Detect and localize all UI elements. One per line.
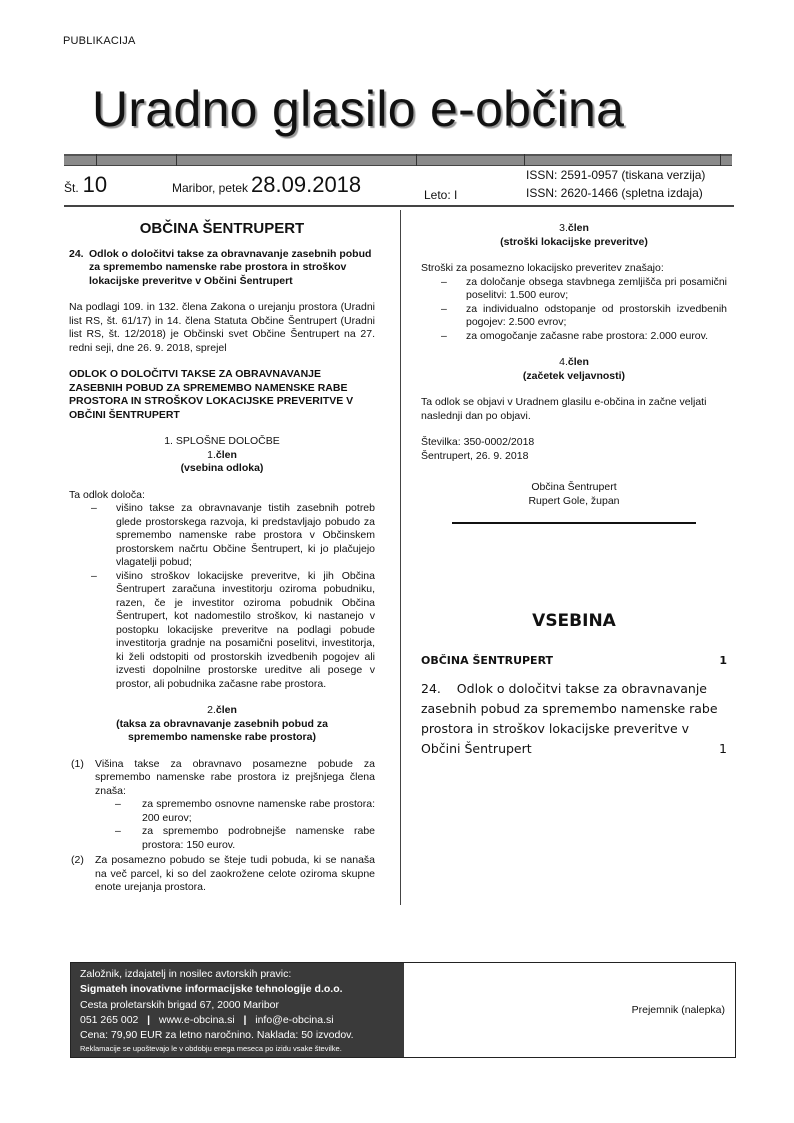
- rule-tick: [416, 154, 417, 166]
- article-word: člen: [215, 448, 237, 461]
- separator: |: [243, 1013, 247, 1026]
- issue-prefix: Št.: [64, 181, 79, 195]
- list-item: – za omogočanje začasne rabe prostora: 2.000 eurov.: [441, 329, 709, 342]
- date-value: 28.09.2018: [251, 172, 362, 197]
- article-3-intro: Stroški za posamezno lokacijsko preveritev znašajo:: [421, 262, 664, 274]
- right-column: [421, 222, 727, 524]
- list-item: – za spremembo osnovne namenske rabe prostora: 200 eurov;: [115, 798, 375, 824]
- municipality-heading: OBČINA ŠENTRUPERT: [139, 220, 305, 237]
- rule-tick: [720, 154, 721, 166]
- paragraph-text: Za posamezno pobudo se šteje tudi pobuda, ki se nanaša na več parcel, ki so del zaokrožene celote oziroma skupne enote urejanja prostora.: [95, 854, 375, 893]
- table-of-contents: [421, 654, 727, 759]
- article-3-list: [441, 276, 727, 344]
- list-item-text: za omogočanje začasne rabe prostora: 2.000 eurov.: [466, 329, 709, 342]
- article-word: člen: [215, 704, 237, 716]
- footer-box: [70, 962, 736, 1058]
- toc-item-title: Odlok o določitvi takse za obravnavanje zasebnih pobud za spremembo namenske rabe prostora in stroškov lokacijske preveritve v Občini Šentrupert: [421, 681, 718, 756]
- publisher-name: Sigmateh inovativne informacijske tehnologije d.o.o.: [80, 983, 343, 996]
- price-info: Cena: 79,90 EUR za letno naročnino. Naklada: 50 izvodov.: [80, 1029, 354, 1042]
- article-number: 3.: [559, 222, 568, 234]
- item-title: Odlok o določitvi takse za obravnavanje zasebnih pobud za spremembo namenske rabe prostora in stroškov lokacijske preveritve v Občini Šentrupert: [89, 247, 372, 287]
- article-word: člen: [567, 356, 589, 368]
- rule-tick: [96, 154, 97, 166]
- item-number: 24.: [69, 247, 84, 260]
- publisher-website-link[interactable]: www.e-obcina.si: [158, 1013, 235, 1026]
- issue-info-row: [64, 168, 734, 204]
- list-item-text: za individualno odstopanje od prostorskih izvedbenih pogojev: 2.500 evrov;: [466, 302, 727, 328]
- list-item: – višino stroškov lokacijske preveritve, ki jih Občina Šentrupert zaračuna investitorju oziroma pobudniku, razen, če je investitor oziroma pobudnik Občina Šentrupert, kot nadomestilo stroškov, ki nastanejo v postopku lokacijske preveritve na podlagi pobude investitorja gradnje na posamični poselitvi, investitorja, ki želi odstopiti od prostorskih izvedbenih pogojev ali izvesti dopolnilne prostorske ureditve ali posege v prostor, ali pobudnika začasne rabe prostora.: [91, 569, 375, 690]
- article-number: 4.: [559, 356, 568, 368]
- header-bottom-rule: [64, 205, 734, 207]
- masthead-rule: [64, 154, 732, 166]
- recipient-label: Prejemnik (nalepka): [631, 1004, 725, 1016]
- signature-rule: [452, 522, 696, 524]
- masthead-title: Uradno glasilo e-občina: [92, 81, 625, 137]
- publisher-label: Založnik, izdajatelj in nosilec avtorskih pravic:: [80, 968, 292, 980]
- publisher-contacts: [80, 1013, 404, 1028]
- list-item: – za določanje obsega stavbnega zemljišča pri posamični poselitvi: 1.500 eurov;: [441, 275, 727, 301]
- article-4-text: Ta odlok se objavi v Uradnem glasilu e-občina in začne veljati naslednji dan po objavi.: [421, 396, 707, 422]
- list-item-text: višino stroškov lokacijske preveritve, ki jih Občina Šentrupert zaračuna investitorju oziroma pobudniku, razen, če je investitor oziroma pobudnik Občina Šentrupert, kot nadomestilo stroškov, ki nastanejo v postopku lokacijske preveritve na podlagi pobude investitorja gradnje na posamični poselitvi, investitorja, ki želi odstopiti od prostorskih izvedbenih pogojev ali izvesti dopolnilne prostorske ureditve ali posege v prostor, ali pobudnika začasne rabe prostora.: [116, 569, 375, 690]
- publisher-email-link[interactable]: info@e-obcina.si: [255, 1013, 334, 1026]
- article-2-heading: [69, 704, 375, 718]
- list-item-text: za spremembo podrobnejše namenske rabe prostora: 150 eurov.: [142, 825, 375, 851]
- date-prefix: Maribor, petek: [172, 181, 249, 195]
- list-item-text: za spremembo osnovne namenske rabe prostora: 200 eurov;: [142, 798, 375, 824]
- recipient-box: [404, 963, 735, 1057]
- signature-name: Rupert Gole, župan: [528, 494, 620, 507]
- issn-print: ISSN: 2591-0957 (tiskana verzija): [526, 168, 706, 182]
- publisher-phone: 051 265 002: [80, 1013, 139, 1026]
- article-number: 2.: [207, 704, 216, 716]
- issue-year: Leto: I: [424, 188, 458, 202]
- paragraph-item: [69, 854, 375, 895]
- toc-page-number: 1: [719, 654, 727, 667]
- left-column: [69, 222, 375, 899]
- publication-label: PUBLIKACIJA: [63, 35, 136, 47]
- article-word: člen: [567, 222, 589, 234]
- article-3-title: (stroški lokacijske preveritve): [500, 235, 648, 248]
- paragraph-item: [69, 758, 375, 853]
- toc-page-number: 1: [719, 741, 727, 756]
- rule-tick: [176, 154, 177, 166]
- preamble: Na podlagi 109. in 132. člena Zakona o urejanju prostora (Uradni list RS, št. 61/17) in 14. člena Statuta Občine Šentrupert (Uradni list RS, št. 12/2018) je Občinski svet Občine Šentrupert na 27. redni seji, dne 26. 9. 2018, sprejel: [69, 301, 375, 354]
- article-1-heading: [69, 449, 375, 463]
- odlok-title: ODLOK O DOLOČITVI TAKSE ZA OBRAVNAVANJE ZASEBNIH POBUD ZA SPREMEMBO NAMENSKE RABE PROSTORA IN STROŠKOV LOKACIJSKE PREVERITVE V OBČINI ŠENTRUPERT: [69, 368, 354, 421]
- toc-title: VSEBINA: [532, 611, 616, 631]
- rule-tick: [524, 154, 525, 166]
- toc-municipality-row[interactable]: [421, 654, 727, 667]
- place-date: Šentrupert, 26. 9. 2018: [421, 449, 529, 462]
- article-4-title: (začetek veljavnosti): [522, 369, 626, 382]
- article-2-title: (taksa za obravnavanje zasebnih pobud za spremembo namenske rabe prostora): [116, 717, 328, 743]
- column-divider: [400, 210, 401, 905]
- list-item: – za individualno odstopanje od prostorskih izvedbenih pogojev: 2.500 evrov;: [441, 302, 727, 328]
- document-number: Številka: 350-0002/2018: [421, 436, 535, 448]
- publisher-info: [71, 963, 404, 1057]
- complaints-note: Reklamacije se upoštevajo le v obdobju enega meseca po izidu vsake številke.: [80, 1044, 342, 1054]
- list-item: – za spremembo podrobnejše namenske rabe prostora: 150 eurov.: [115, 825, 375, 851]
- article-2-sublist: [115, 798, 375, 852]
- article-2-paragraphs: [69, 758, 375, 895]
- article-1-intro: Ta odlok določa:: [69, 488, 145, 501]
- issue-number-value: 10: [82, 172, 108, 197]
- article-1-list: [91, 502, 375, 691]
- toc-item-number: 24.: [421, 681, 441, 696]
- article-3-heading: [421, 222, 727, 236]
- issue-date: [172, 172, 361, 198]
- item-heading: [69, 248, 375, 289]
- toc-item[interactable]: [421, 679, 727, 759]
- article-1-title: (vsebina odloka): [180, 462, 264, 474]
- issue-number: [64, 172, 107, 198]
- article-4-heading: [421, 356, 727, 370]
- signature-org: Občina Šentrupert: [531, 481, 617, 493]
- list-item: – višino takse za obravnavanje tistih zasebnih potreb glede prostorskega razvoja, ki predstavljajo pobudo za spremembo namenske rabe prostora v Občinskem prostorskem načrtu Občine Šentrupert, ki jo plačujejo vlagatelji pobud;: [91, 502, 375, 568]
- article-number: 1.: [207, 448, 216, 461]
- paragraph-text: Višina takse za obravnavo posamezne pobude za spremembo namenske rabe prostora iz prejšnjega člena znaša:: [95, 757, 375, 797]
- issn-online: ISSN: 2620-1466 (spletna izdaja): [526, 186, 703, 200]
- publisher-address: Cesta proletarskih brigad 67, 2000 Maribor: [80, 998, 280, 1011]
- list-item-text: za določanje obsega stavbnega zemljišča pri posamični poselitvi: 1.500 eurov;: [466, 275, 727, 301]
- separator: |: [147, 1013, 151, 1026]
- paragraph-number: (1): [71, 757, 84, 770]
- paragraph-number: (2): [71, 854, 84, 866]
- list-item-text: višino takse za obravnavanje tistih zasebnih potreb glede prostorskega razvoja, ki predstavljajo pobudo za spremembo namenske rabe prostora v Občinskem prostorskem načrtu Občine Šentrupert, ki jo plačujejo vlagatelji pobud;: [116, 502, 375, 568]
- toc-municipality: OBČINA ŠENTRUPERT: [421, 654, 554, 667]
- section-heading: 1. SPLOŠNE DOLOČBE: [164, 435, 280, 447]
